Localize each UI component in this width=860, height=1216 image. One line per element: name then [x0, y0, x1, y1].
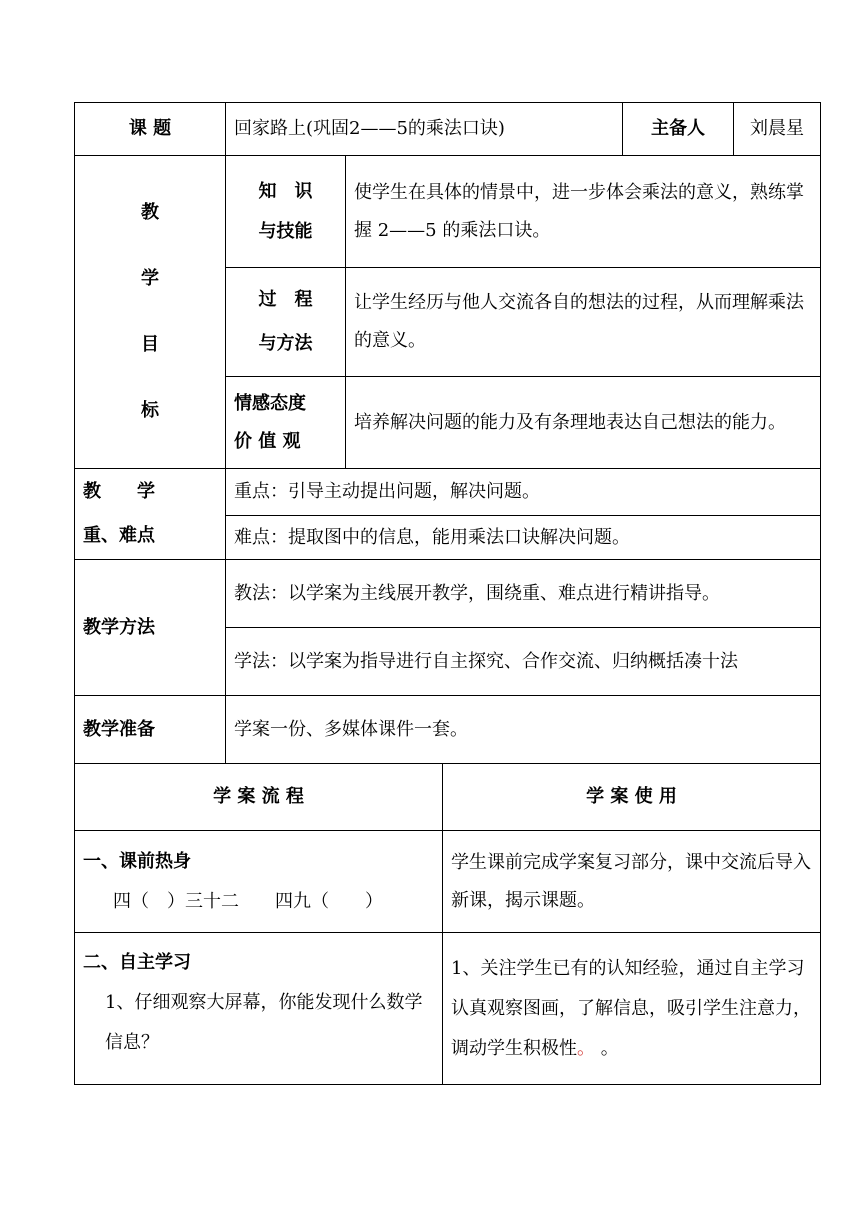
warmup-cell [75, 831, 443, 933]
prep-label: 教学准备 [75, 696, 226, 764]
selfstudy-title: 二、自主学习 [83, 952, 191, 973]
goals-label-char: 教 [141, 202, 159, 223]
selfstudy-usage-cell [443, 933, 821, 1085]
goals-label [75, 156, 226, 469]
goals-label-char: 学 [141, 268, 159, 289]
goal-attitude-label [226, 377, 346, 469]
usage-header: 学 案 使 用 [443, 764, 821, 831]
goal-knowledge-content: 使学生在具体的情景中，进一步体会乘法的意义，熟练掌握 2——5 的乘法口诀。 [346, 156, 821, 268]
keypoints-label [75, 469, 226, 560]
method-learning: 学法：以学案为指导进行自主探究、合作交流、归纳概括凑十法 [226, 628, 821, 696]
goal-attitude-label-line2: 价 值 观 [234, 430, 301, 452]
goal-process-label-line2: 与方法 [258, 333, 313, 354]
warmup-title: 一、课前热身 [83, 850, 191, 872]
keypoints-label-line1: 教 学 [83, 481, 155, 502]
goal-knowledge-label [226, 156, 346, 268]
prep-content: 学案一份、多媒体课件一套。 [226, 696, 821, 764]
goals-label-char: 标 [141, 400, 159, 421]
topic-value: 回家路上(巩固2——5的乘法口诀) [226, 103, 623, 156]
goal-process-label-line1: 过 程 [258, 289, 313, 310]
warmup-usage: 学生课前完成学案复习部分，课中交流后导入新课，揭示课题。 [443, 831, 821, 933]
methods-label: 教学方法 [75, 560, 226, 696]
preparer-value: 刘晨星 [734, 103, 821, 156]
selfstudy-usage: 1、关注学生已有的认知经验，通过自主学习认真观察图画，了解信息，吸引学生注意力，调动学生积极性 [451, 957, 811, 1059]
preparer-label: 主备人 [623, 103, 734, 156]
lesson-flow-table [74, 763, 821, 1085]
goal-knowledge-label-line1: 知 识 [258, 180, 313, 202]
selfstudy-cell [75, 933, 443, 1085]
warmup-body: 四（ ）三十二 四九（ ） [113, 890, 383, 912]
goal-attitude-content: 培养解决问题的能力及有条理地表达自己想法的能力。 [346, 377, 821, 469]
goal-attitude-label-line1: 情感态度 [234, 392, 306, 414]
selfstudy-usage-tail: 。 [595, 1037, 619, 1059]
lesson-info-table [74, 102, 821, 764]
goal-process-label [226, 268, 346, 377]
keypoint-key: 重点：引导主动提出问题，解决问题。 [226, 469, 821, 516]
goals-label-char: 目 [141, 334, 159, 355]
keypoint-difficult: 难点：提取图中的信息，能用乘法口诀解决问题。 [226, 516, 821, 560]
selfstudy-usage-red-mark: 。 [577, 1037, 595, 1059]
topic-label: 课 题 [75, 103, 226, 156]
goal-process-content: 让学生经历与他人交流各自的想法的过程，从而理解乘法的意义。 [346, 268, 821, 377]
flow-header: 学 案 流 程 [75, 764, 443, 831]
method-teaching: 教法：以学案为主线展开教学，围绕重、难点进行精讲指导。 [226, 560, 821, 628]
goal-knowledge-label-line2: 与技能 [258, 220, 313, 242]
selfstudy-body: 1、仔细观察大屏幕，你能发现什么数学信息？ [105, 992, 423, 1053]
keypoints-label-line2: 重、难点 [83, 525, 155, 546]
